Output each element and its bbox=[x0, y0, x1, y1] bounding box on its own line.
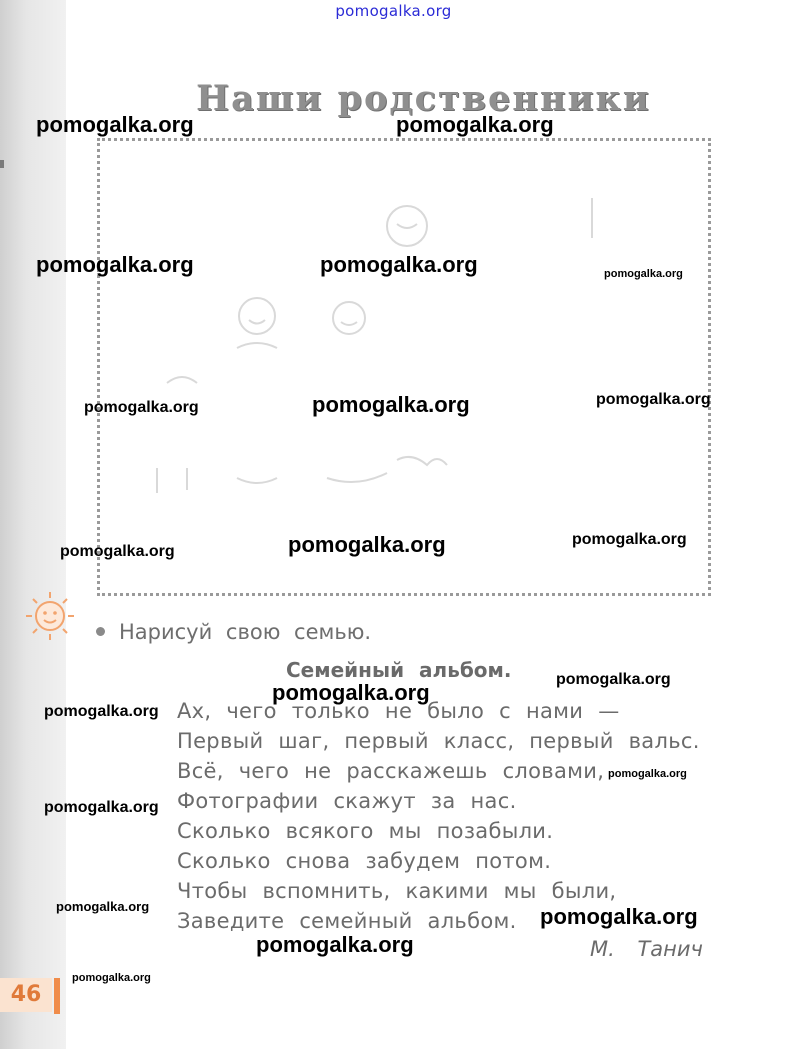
watermark: pomogalka.org bbox=[272, 680, 430, 705]
page-binding-strip bbox=[0, 0, 66, 1049]
watermark: pomogalka.org bbox=[36, 112, 194, 137]
watermark: pomogalka.org bbox=[56, 899, 150, 914]
watermark: pomogalka.org bbox=[540, 904, 698, 929]
page-number-accent-bar bbox=[54, 978, 60, 1014]
poem-line: Ах, чего только не было с нами — bbox=[177, 699, 620, 723]
drawing-area-frame[interactable] bbox=[97, 138, 711, 596]
watermark: pomogalka.org bbox=[288, 532, 446, 557]
watermark: pomogalka.org bbox=[72, 972, 151, 984]
watermark: pomogalka.org bbox=[256, 932, 414, 957]
poem-author: М. Танич bbox=[590, 937, 703, 961]
watermark: pomogalka.org bbox=[320, 252, 478, 277]
poem-title: Семейный альбом. bbox=[286, 658, 512, 682]
watermark: pomogalka.org bbox=[44, 799, 159, 816]
instruction-text: Нарисуй свою семью. bbox=[119, 620, 372, 644]
poem-text bbox=[177, 696, 700, 936]
watermark: pomogalka.org bbox=[312, 392, 470, 417]
poem-line: Сколько всякого мы позабыли. bbox=[177, 819, 554, 843]
poem-line: Фотографии скажут за нас. bbox=[177, 789, 517, 813]
watermark: pomogalka.org bbox=[60, 543, 175, 560]
poem-line: Заведите семейный альбом. bbox=[177, 909, 517, 933]
sun-icon bbox=[24, 590, 76, 642]
watermark: pomogalka.org bbox=[604, 268, 683, 280]
watermark: pomogalka.org bbox=[44, 703, 159, 720]
watermark: pomogalka.org bbox=[608, 768, 687, 780]
bullet-icon bbox=[96, 627, 105, 636]
poem-line: Всё, чего не расскажешь словами, bbox=[177, 759, 605, 783]
watermark: pomogalka.org bbox=[596, 391, 711, 408]
page-title: Наши родственники bbox=[196, 78, 651, 119]
poem-line: Чтобы вспомнить, какими мы были, bbox=[177, 879, 617, 903]
watermark: pomogalka.org bbox=[556, 671, 671, 688]
task-instruction bbox=[96, 620, 371, 644]
watermark: pomogalka.org bbox=[396, 112, 554, 137]
page-number: 46 bbox=[0, 978, 52, 1012]
watermark: pomogalka.org bbox=[572, 531, 687, 548]
watermark: pomogalka.org bbox=[36, 252, 194, 277]
poem-line: Первый шаг, первый класс, первый вальс. bbox=[177, 729, 700, 753]
binding-mark bbox=[0, 160, 4, 168]
site-link[interactable]: pomogalka.org bbox=[335, 2, 452, 20]
watermark: pomogalka.org bbox=[84, 399, 199, 416]
poem-line: Сколько снова забудем потом. bbox=[177, 849, 552, 873]
